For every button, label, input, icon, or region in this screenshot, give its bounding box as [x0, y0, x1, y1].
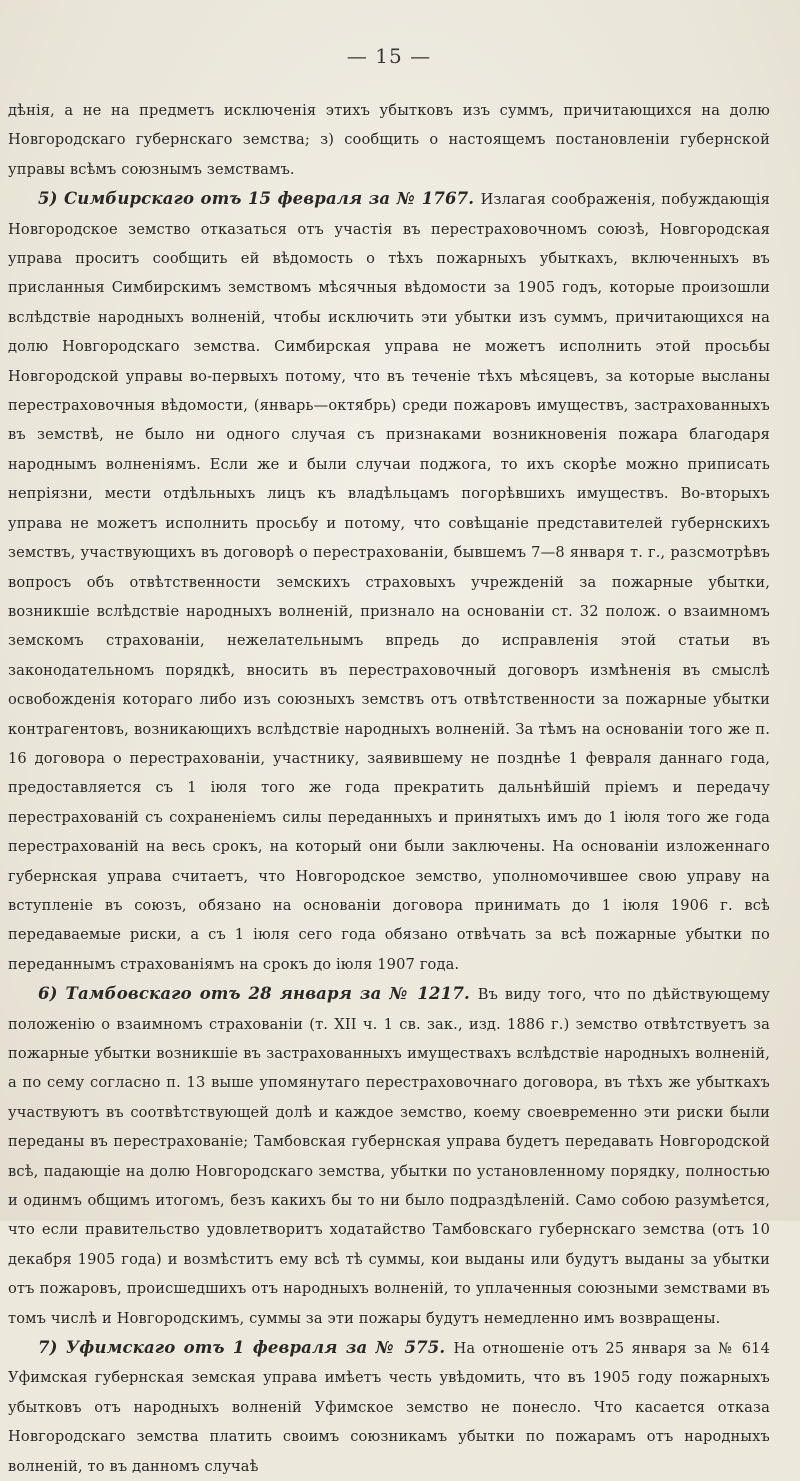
- document-text: [8, 96, 770, 1481]
- paragraph-tambov: [8, 979, 770, 1333]
- paragraph-text: На отношеніе отъ 25 января за № 614 Уфимская губернская земская управа имѣетъ честь увѣдомить, что въ 1905 году пожарныхъ убытковъ отъ народныхъ волненій Уфимское земство не понесло. Что касается отказа Новгородскаго земства платить своимъ союзникамъ убытки по пожарамъ отъ народныхъ волненій, то въ данномъ случаѣ: [8, 1340, 771, 1475]
- paragraph-text: Излагая соображенія, побуждающія Новгородское земство отказаться отъ участія въ перестраховочномъ союзѣ, Новгородская управа проситъ сообщить ей вѣдомость о тѣхъ пожарныхъ убыткахъ, включенныхъ въ присланныя Симбирскимъ земствомъ мѣсячныя вѣдомости за 1905 годъ, которые произошли вслѣдствіе народныхъ волненій, чтобы исключить эти убытки изъ суммъ, причитающихся на долю Новгородскаго земства. Симбирская управа не можетъ исполнить этой просьбы Новгородской управы во-первыхъ потому, что въ теченіе тѣхъ мѣсяцевъ, за которые высланы перестраховочныя вѣдомости, (январь—октябрь) среди пожаровъ имуществъ, застрахованныхъ въ земствѣ, не было ни одного случая съ признаками возникновенія пожара благодаря народнымъ волненіямъ. Если же и были случаи поджога, то ихъ скорѣе можно приписать непріязни, мести отдѣльныхъ лицъ къ владѣльцамъ погорѣвшихъ имуществъ. Во-вторыхъ управа не можетъ исполнить просьбу и потому, что совѣщаніе представителей губернскихъ земствъ, участвующихъ въ договорѣ о перестрахованіи, бывшемъ 7—8 января т. г., разсмотрѣвъ вопросъ объ отвѣтственности земскихъ страховыхъ учрежденій за пожарные убытки, возникшіе вслѣдствіе народныхъ волненій, признало на основаніи ст. 32 полож. о взаимномъ земскомъ страхованіи, нежелательнымъ впредь до исправленія этой статьи въ законодательномъ порядкѣ, вносить въ перестраховочный договоръ измѣненія въ смыслѣ освобожденія котораго либо изъ союзныхъ земствъ отъ отвѣтственности за пожарные убытки контрагентовъ, возникающихъ вслѣдствіе народныхъ волненій. За тѣмъ на основаніи того же п. 16 договора о перестрахованіи, участнику, заявившему не позднѣе 1 февраля даннаго года, предоставляется съ 1 іюля того же года прекратить дальнѣйшій пріемъ и передачу перестрахованій съ сохраненіемъ силы переданныхъ и принятыхъ имъ до 1 іюля того же года перестрахованій на весь срокъ, на который они были заключены. На основаніи изложеннаго губернская управа считаетъ, что Новгородское земство, уполномочившее свою управу на вступленіе въ союзъ, обязано на основаніи договора принимать до 1 іюля 1906 г. всѣ передаваемые риски, а съ 1 іюля сего года обязано отвѣчать за всѣ пожарные убытки по переданнымъ страхованіямъ на срокъ до іюля 1907 года.: [8, 191, 770, 973]
- paragraph-text: Въ виду того, что по дѣйствующему положенію о взаимномъ страхованіи (т. XII ч. 1 св. зак., изд. 1886 г.) земство отвѣтствуетъ за пожарные убытки возникшіе въ застрахованныхъ имуществахъ вслѣдствіе народныхъ волненій, а по сему согласно п. 13 выше упомянутаго перестраховочнаго договора, въ тѣхъ же убыткахъ участвуютъ въ соотвѣтствующей долѣ и каждое земство, коему своевременно эти риски были переданы въ перестрахованіе; Тамбовская губернская управа будетъ передавать Новгородской всѣ, падающіе на долю Новгородскаго земства, убытки по установленному порядку, полностью и одинмъ общимъ итогомъ, безъ какихъ бы то ни было подраздѣленій. Само собою разумѣется, что если правительство удовлетворитъ ходатайство Тамбовскаго губернскаго земства (отъ 10 декабря 1905 года) и возмѣститъ ему всѣ тѣ суммы, кои выданы или будутъ выданы за убытки отъ пожаровъ, происшедшихъ отъ народныхъ волненій, то уплаченныя союзными земствами въ томъ числѣ и Новгородскимъ, суммы за эти пожары будутъ немедленно имъ возвращены.: [8, 986, 770, 1327]
- paragraph-simbirsk: [8, 184, 770, 979]
- paragraph-heading: 5) Симбирскаго отъ 15 февраля за № 1767.: [38, 189, 481, 209]
- paragraph-ufa: [8, 1333, 770, 1481]
- paragraph-text: дѣнія, а не на предметъ исключенія этихъ убытковъ изъ суммъ, причитающихся на долю Новгородскаго губернскаго земства; з) сообщить о настоящемъ постановленіи губернской управы всѣмъ союзнымъ земствамъ.: [8, 102, 770, 178]
- paragraph-continuation: [8, 96, 770, 184]
- paragraph-heading: 6) Тамбовскаго отъ 28 января за № 1217.: [38, 984, 478, 1004]
- paragraph-heading: 7) Уфимскаго отъ 1 февраля за № 575.: [38, 1338, 454, 1358]
- page-number: — 15 —: [346, 44, 432, 68]
